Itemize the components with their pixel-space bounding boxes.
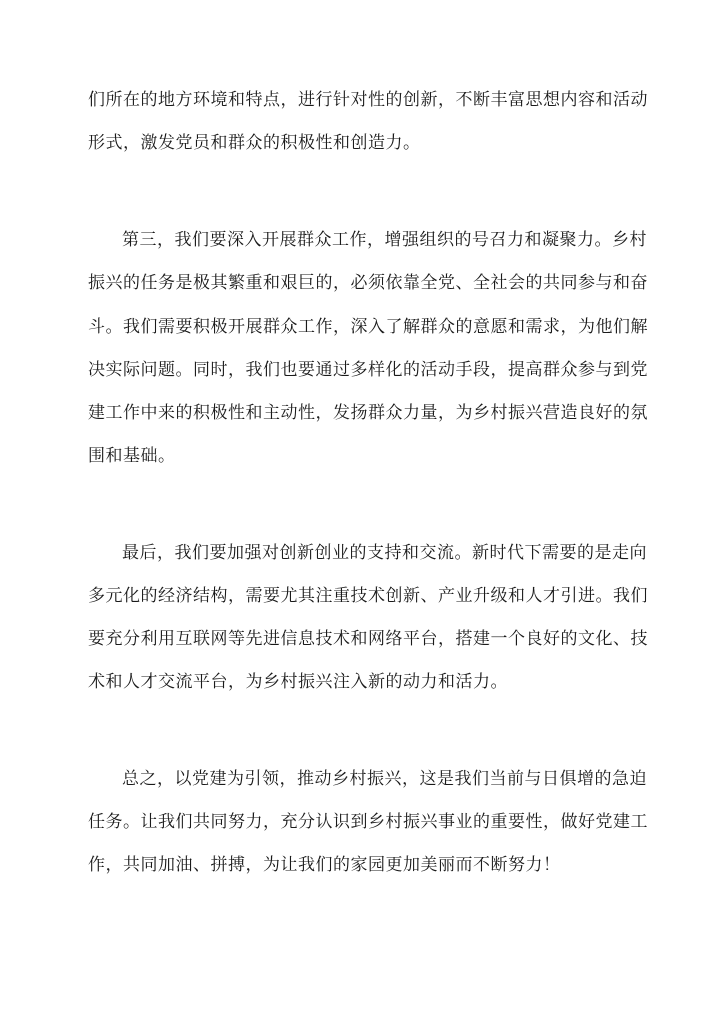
text-line: 要充分利用互联网等先进信息技术和网络平台，搭建一个良好的文化、技	[88, 629, 648, 649]
text-line: 振兴的任务是极其繁重和艰巨的，必须依靠全党、全社会的共同参与和奋	[88, 273, 648, 293]
text-line: 多元化的经济结构，需要尤其注重技术创新、产业升级和人才引进。我们	[88, 586, 648, 606]
text-line: 斗。我们需要积极开展群众工作，深入了解群众的意愿和需求，为他们解	[88, 317, 648, 337]
text-line: 总之，以党建为引领，推动乡村振兴，这是我们当前与日俱增的急迫	[122, 769, 647, 789]
text-line: 形式，激发党员和群众的积极性和创造力。	[88, 133, 421, 153]
text-line: 建工作中来的积极性和主动性，发扬群众力量，为乡村振兴营造良好的氛	[88, 403, 648, 423]
text-line: 最后，我们要加强对创新创业的支持和交流。新时代下需要的是走向	[122, 543, 647, 563]
text-line: 围和基础。	[88, 446, 176, 466]
text-line: 第三，我们要深入开展群众工作，增强组织的号召力和凝聚力。乡村	[122, 230, 647, 250]
text-line: 决实际问题。同时，我们也要通过多样化的活动手段，提高群众参与到党	[88, 360, 648, 380]
text-line: 作，共同加油、拼搏，为让我们的家园更加美丽而不断努力！	[88, 855, 561, 875]
text-line: 们所在的地方环境和特点，进行针对性的创新，不断丰富思想内容和活动	[88, 90, 648, 110]
text-line: 术和人才交流平台，为乡村振兴注入新的动力和活力。	[88, 672, 508, 692]
text-line: 任务。让我们共同努力，充分认识到乡村振兴事业的重要性，做好党建工	[88, 812, 648, 832]
